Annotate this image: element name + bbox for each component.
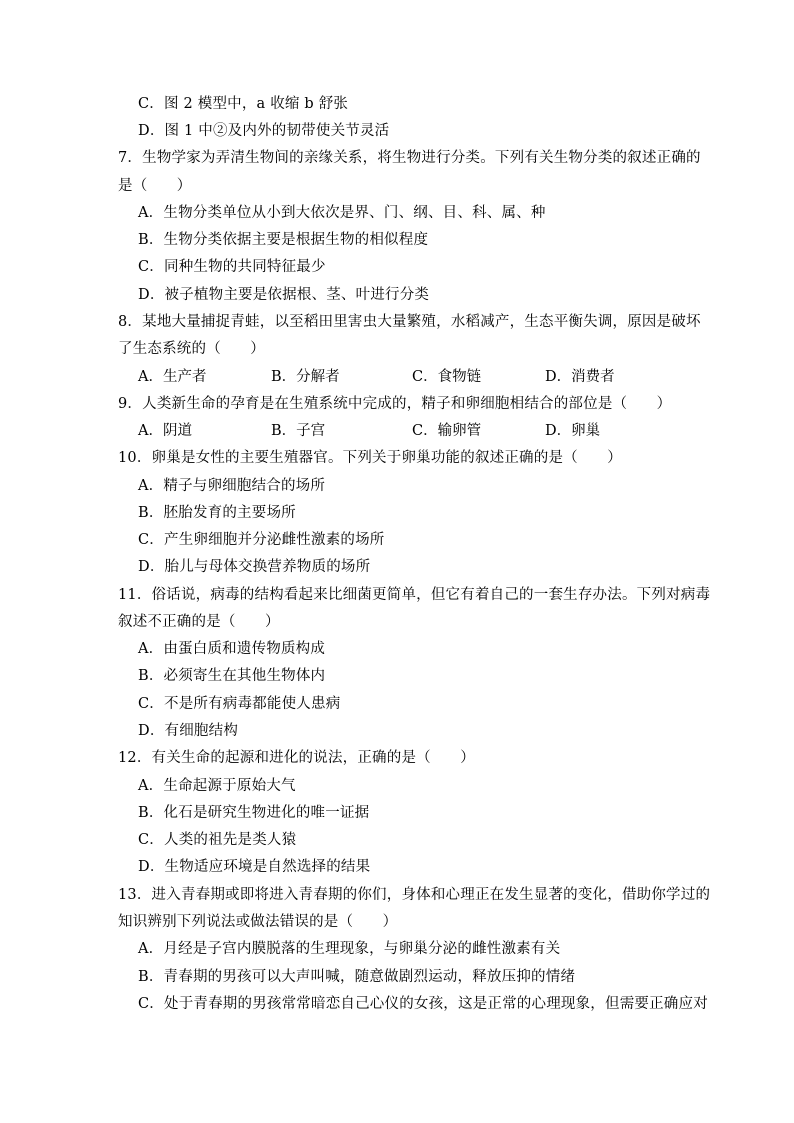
q7-stem-line1: 7．生物学家为弄清生物间的亲缘关系，将生物进行分类。下列有关生物分类的叙述正确的: [118, 150, 701, 166]
q11-option-d: D．有细胞结构: [138, 723, 239, 739]
q8-option-c: C．食物链: [412, 369, 482, 385]
q6-option-c: C．图 2 模型中，a 收缩 b 舒张: [138, 96, 349, 112]
q8-stem-line2: 了生态系统的（ ）: [118, 341, 265, 357]
q7-option-b: B．生物分类依据主要是根据生物的相似程度: [138, 232, 429, 248]
q9-option-a: A．阴道: [138, 423, 192, 439]
q12-stem: 12．有关生命的起源和进化的说法，正确的是（ ）: [118, 750, 475, 766]
q11-stem-line1: 11．俗话说，病毒的结构看起来比细菌更简单，但它有着自己的一套生存办法。下列对病毒: [118, 587, 711, 603]
q11-option-b: B．必须寄生在其他生物体内: [138, 668, 326, 684]
q13-stem-line1: 13．进入青春期或即将进入青春期的你们，身体和心理正在发生显著的变化，借助你学过的: [118, 887, 711, 903]
q13-option-a: A．月经是子宫内膜脱落的生理现象，与卵巢分泌的雌性激素有关: [138, 941, 561, 957]
q13-option-c: C．处于青春期的男孩常常暗恋自己心仪的女孩，这是正常的心理现象，但需要正确应对: [138, 996, 708, 1012]
q11-option-a: A．由蛋白质和遗传物质构成: [138, 641, 326, 657]
q6-option-d: D．图 1 中②及内外的韧带使关节灵活: [138, 123, 390, 139]
q8-options-row: [138, 367, 758, 387]
q7-option-a: A．生物分类单位从小到大依次是界、门、纲、目、科、属、种: [138, 205, 546, 221]
q9-options-row: [138, 421, 758, 441]
q7-option-d: D．被子植物主要是依据根、茎、叶进行分类: [138, 287, 430, 303]
q13-stem-line2: 知识辨别下列说法或做法错误的是（ ）: [118, 914, 398, 930]
q13-option-b: B．青春期的男孩可以大声叫喊，随意做剧烈运动，释放压抑的情绪: [138, 969, 576, 985]
q7-option-c: C．同种生物的共同特征最少: [138, 259, 326, 275]
q10-option-c: C．产生卵细胞并分泌雌性激素的场所: [138, 532, 385, 548]
q8-option-b: B．分解者: [271, 369, 340, 385]
q8-option-d: D．消费者: [545, 369, 615, 385]
q10-option-b: B．胚胎发育的主要场所: [138, 505, 296, 521]
q9-option-c: C．输卵管: [412, 423, 482, 439]
q12-option-d: D．生物适应环境是自然选择的结果: [138, 859, 371, 875]
q12-option-c: C．人类的祖先是类人猿: [138, 832, 297, 848]
q11-stem-line2: 叙述不正确的是（ ）: [118, 614, 280, 630]
q10-option-a: A．精子与卵细胞结合的场所: [138, 478, 326, 494]
q9-stem: 9．人类新生命的孕育是在生殖系统中完成的，精子和卵细胞相结合的部位是（ ）: [118, 396, 672, 412]
q9-option-d: D．卵巢: [545, 423, 601, 439]
q11-option-c: C．不是所有病毒都能使人患病: [138, 696, 341, 712]
q9-option-b: B．子宫: [271, 423, 326, 439]
q8-stem-line1: 8．某地大量捕捉青蛙，以至稻田里害虫大量繁殖，水稻减产，生态平衡失调，原因是破坏: [118, 314, 701, 330]
q10-stem: 10．卵巢是女性的主要生殖器官。下列关于卵巢功能的叙述正确的是（ ）: [118, 450, 622, 466]
q7-stem-line2: 是（ ）: [118, 178, 192, 194]
q12-option-b: B．化石是研究生物进化的唯一证据: [138, 805, 370, 821]
q10-option-d: D．胎儿与母体交换营养物质的场所: [138, 559, 371, 575]
q12-option-a: A．生命起源于原始大气: [138, 778, 296, 794]
q8-option-a: A．生产者: [138, 369, 207, 385]
